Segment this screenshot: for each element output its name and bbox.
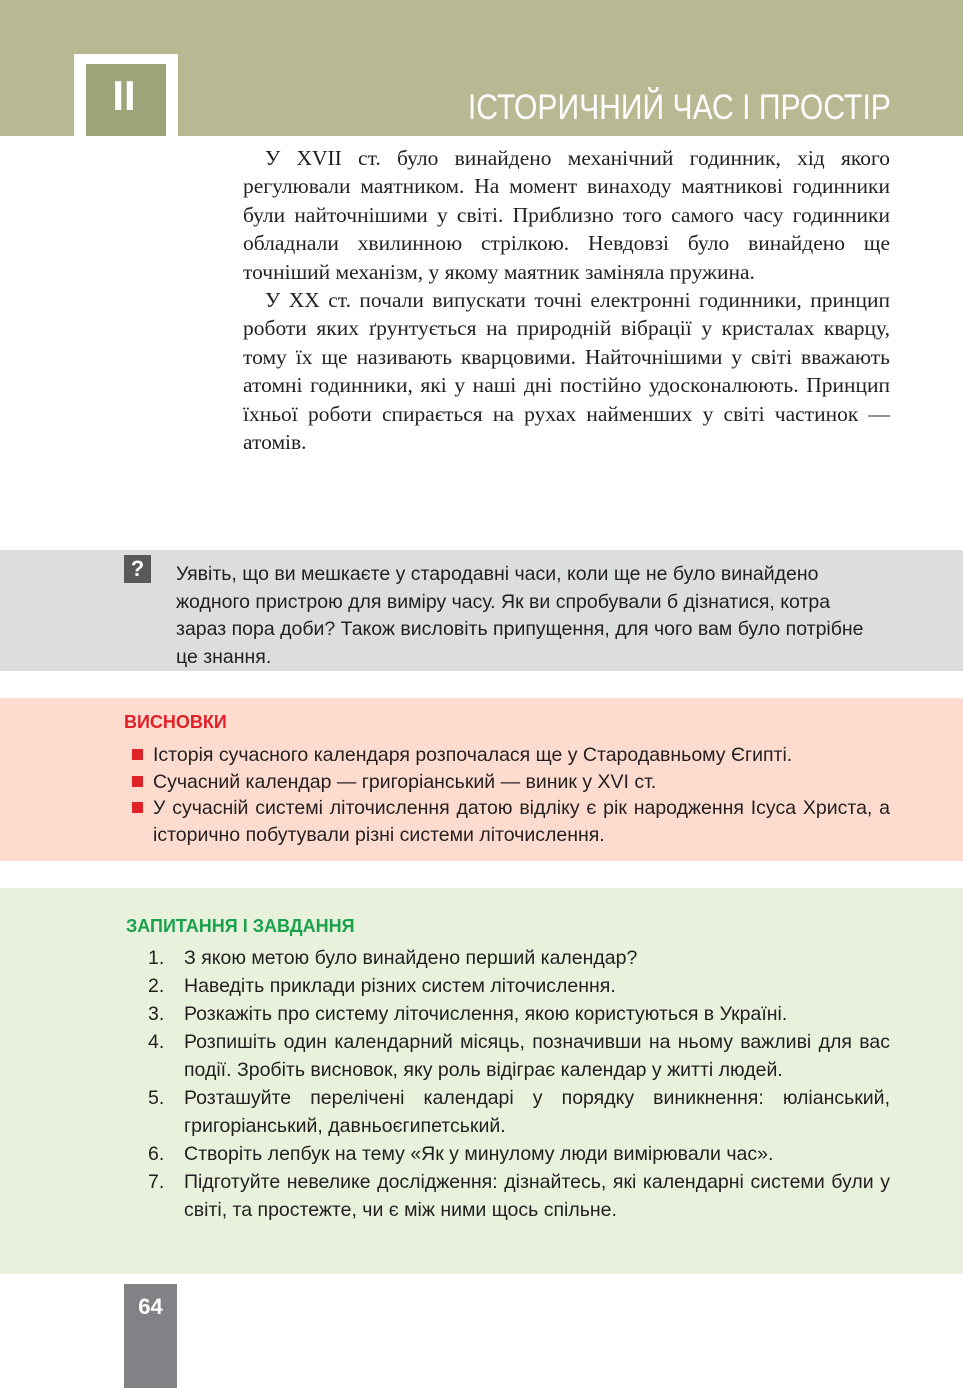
list-item: [146, 972, 890, 1000]
task-number: 1.: [148, 947, 165, 969]
list-item: [146, 1140, 890, 1168]
conclusions-heading: ВИСНОВКИ: [124, 712, 227, 732]
chapter-title: ІСТОРИЧНИЙ ЧАС І ПРОСТІР: [467, 88, 891, 127]
list-item: [146, 1084, 890, 1140]
task-number: 5.: [148, 1087, 165, 1109]
list-item: [146, 1168, 890, 1224]
task-number: 3.: [148, 1003, 165, 1025]
square-bullet-icon: [132, 749, 143, 760]
conclusions-list: [130, 742, 890, 848]
page-number: 64: [138, 1294, 163, 1319]
task-text: Розкажіть про систему літочислення, якою користуються в Україні.: [184, 1003, 788, 1025]
list-item: [146, 1028, 890, 1084]
paragraph-clocks-xvii: У XVII ст. було винайдено механічний годинник, хід якого регулювали маятником. На момент винаходу маятникові годинники були найточнішими у світі. Приблизно того самого часу годинники обладнали хвилинною стрілкою. Невдовзі було винайдено ще точніший механізм, у якому маятник заміняла пружина.: [243, 146, 890, 284]
tasks-list: [146, 944, 890, 1224]
list-item: [146, 1000, 890, 1028]
section-number: II: [112, 72, 136, 119]
paragraph-clocks-xx: У XX ст. почали випускати точні електронні годинники, принцип роботи яких ґрунтується на природній вібрації у кристалах кварцу, тому їх ще називають кварцовими. Найточнішими у світі вважають атомні годинники, які у наші дні постійно удосконалюють. Принцип їхньої роботи спирається на рухах найменших у світі частинок — атомів.: [243, 288, 890, 455]
question-text: Уявіть, що ви мешкаєте у стародавні часи, коли ще не було винайдено жодного пристрою для виміру часу. Як ви спробували б дізнатися, котра зараз пора доби? Також висловіть припущення, для чого вам було потрібне це знання.: [176, 563, 864, 668]
task-text: З якою метою було винайдено перший календар?: [184, 947, 638, 969]
square-bullet-icon: [132, 776, 143, 787]
list-item: Історія сучасного календаря розпочалася ще у Стародавньому Єгипті.: [130, 742, 890, 769]
square-bullet-icon: [132, 802, 143, 813]
task-text: Розпишіть один календарний місяць, позначивши на ньому важливі для вас події. Зробіть висновок, яку роль відіграє календар у житті людей.: [184, 1031, 890, 1081]
task-text: Наведіть приклади різних систем літочислення.: [184, 975, 616, 997]
task-text: Підготуйте невелике дослідження: дізнайтесь, які календарні системи були у світі, та простежте, чи є між ними щось спільне.: [184, 1171, 890, 1221]
task-number: 2.: [148, 975, 165, 997]
task-number: 4.: [148, 1031, 165, 1053]
list-item: [146, 944, 890, 972]
task-number: 6.: [148, 1143, 165, 1165]
task-number: 7.: [148, 1171, 165, 1193]
tasks-heading: ЗАПИТАННЯ І ЗАВДАННЯ: [126, 916, 355, 936]
body-text: [243, 144, 890, 456]
list-item: Сучасний календар — григоріанський — виник у XVI ст.: [130, 769, 890, 796]
list-item: У сучасній системі літочислення датою відліку є рік народження Ісуса Христа, а історично побутували різні системи літочислення.: [130, 795, 890, 848]
question-mark-icon: ?: [124, 555, 151, 583]
task-text: Розташуйте перелічені календарі у порядку виникнення: юліанський, григоріанський, давньоєгипетський.: [184, 1087, 890, 1137]
task-text: Створіть лепбук на тему «Як у минулому люди вимірювали час».: [184, 1143, 774, 1165]
